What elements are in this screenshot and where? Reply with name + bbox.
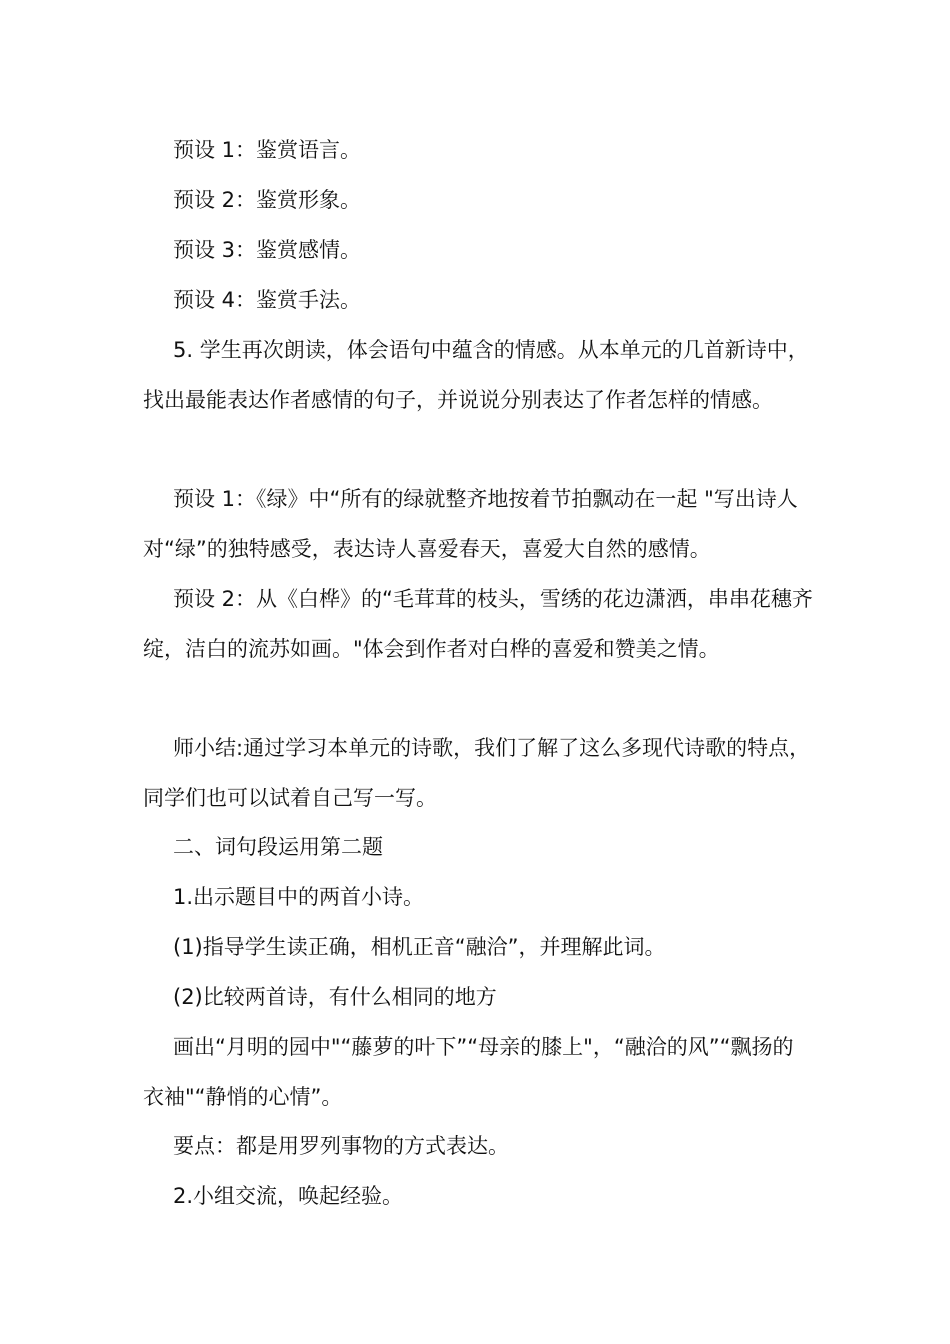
paragraph-preset-4: 预设 4：鉴赏手法。 xyxy=(173,288,362,312)
paragraph-birch-poem: 预设 2：从《白桦》的“毛茸茸的枝头，雪绣的花边潇洒，串串花穗齐绽，洁白的流苏如画。"体会到作者对白桦的喜爱和赞美之情。 xyxy=(143,587,813,661)
paragraph-item-1: 1.出示题目中的两首小诗。 xyxy=(173,885,425,909)
paragraph-draw-phrases: 画出“月明的园中"“藤萝的叶下”“母亲的膝上"，“融洽的风”“飘扬的衣袖"“静悄的心情”。 xyxy=(143,1035,794,1109)
paragraph-item-2: 2.小组交流，唤起经验。 xyxy=(173,1184,404,1208)
paragraph-preset-1: 预设 1：鉴赏语言。 xyxy=(173,138,362,162)
paragraph-green-poem: 预设 1：《绿》中“所有的绿就整齐地按着节拍飘动在一起 "写出诗人对“绿”的独特感受，表达诗人喜爱春天，喜爱大自然的感情。 xyxy=(143,487,798,561)
paragraph-subitem-2: (2)比较两首诗，有什么相同的地方 xyxy=(173,985,497,1009)
paragraph-teacher-summary: 师小结:通过学习本单元的诗歌，我们了解了这么多现代诗歌的特点，同学们也可以试着自己写一写。 xyxy=(143,736,811,810)
paragraph-subitem-1: (1)指导学生读正确，相机正音“融洽”，并理解此词。 xyxy=(173,935,666,959)
paragraph-preset-3: 预设 3：鉴赏感情。 xyxy=(173,238,362,262)
paragraph-preset-2: 预设 2：鉴赏形象。 xyxy=(173,188,362,212)
paragraph-key-point: 要点：都是用罗列事物的方式表达。 xyxy=(173,1134,509,1158)
section-heading-two: 二、词句段运用第二题 xyxy=(173,835,383,859)
paragraph-step-5: 5. 学生再次朗读，体会语句中蕴含的情感。从本单元的几首新诗中，找出最能表达作者感情的句子，并说说分别表达了作者怎样的情感。 xyxy=(143,338,809,412)
